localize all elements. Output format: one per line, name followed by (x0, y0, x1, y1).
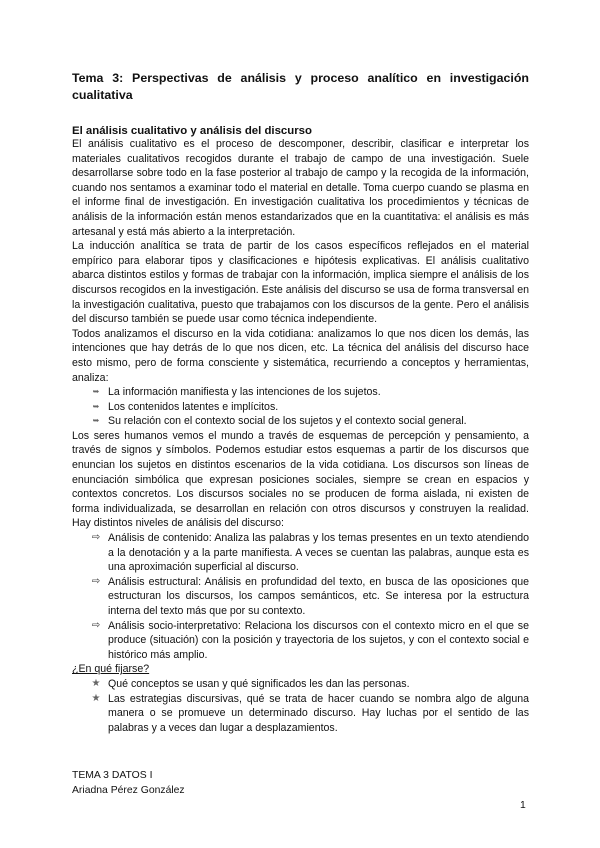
arrow-bullet-icon: ➥ (92, 401, 100, 411)
question-heading: ¿En qué fijarse? (72, 663, 150, 676)
footer-course: TEMA 3 DATOS I (72, 770, 153, 781)
double-arrow-icon: ⇨ (91, 619, 101, 631)
list-item: ⇨ Análisis socio-interpretativo: Relaciona los discursos con el contexto micro en el que se produce (situación) con la posición y trayectoria de los sujetos, y con el contexto social e histórico más amplio. (72, 619, 529, 663)
list-item: ⇨ Análisis de contenido: Analiza las palabras y los temas presentes en un texto atendiendo a la denotación y a la parte manifiesta. A veces se cuentan las palabras, aunque esta es una aproximación superficial al discurso. (72, 531, 529, 575)
levels-list (72, 531, 529, 662)
page-number: 1 (520, 800, 526, 811)
double-arrow-icon: ⇨ (91, 575, 101, 587)
paragraph-1: El análisis cualitativo es el proceso de descomponer, describir, clasificar e interpretar los materiales cualitativos recogidos durante el trabajo de campo de una investigación. Suele desarrollarse sobre todo en la fase posterior al trabajo de campo y la recogida de la información, cuando nos sentamos a examinar todo el material en detalle. Toma cuerpo cuando se plasma en el informe final de investigación. En investigación cualitativa los procedimientos y técnicas de análisis de la información están menos estandarizados que en la cuantitativa: el análisis es más artesanal y está más abierto a la interpretación. (72, 138, 529, 238)
document-body (72, 137, 529, 735)
paragraph-2: La inducción analítica se trata de partir de los casos específicos reflejados en el material empírico para elaborar tipos y clasificaciones e hipótesis explicativas. El análisis cualitativo abarca distintos estilos y formas de trabajar con la información, implica siempre el análisis de los discursos recogidos en la investigación. Este análisis del discurso se usa de forma transversal en la investigación cualitativa, puesto que trabajamos con los discursos de la gente. Pero el análisis del discurso también se puede usar como técnica independiente. (72, 240, 529, 326)
footer-author: Ariadna Pérez González (72, 784, 185, 796)
paragraph-3: Todos analizamos el discurso en la vida cotidiana: analizamos lo que nos dicen los demás, las intenciones que hay detrás de lo que nos dicen, etc. La técnica del análisis del discurso hace esto mismo, pero de forma consciente y sistemática, recurriendo a conceptos y herramientas, analiza: (72, 327, 529, 384)
question-list (72, 677, 529, 735)
star-icon: ★ (91, 692, 101, 704)
page-title: Tema 3: Perspectivas de análisis y proceso analítico en investigación cualitativa (72, 71, 529, 102)
section-heading: El análisis cualitativo y análisis del discurso (72, 125, 312, 137)
double-arrow-icon: ⇨ (91, 532, 101, 544)
paragraph-4: Los seres humanos vemos el mundo a través de esquemas de percepción y pensamiento, a través de signos y símbolos. Podemos estudiar estos esquemas a partir de los discursos que enuncian los sujetos en distintos escenarios de la vida cotidiana. Los discursos son líneas de enunciación simbólica que expresan posiciones sociales, siempre se crean en espacios y contextos concretos. Los discursos sociales no se producen de forma aislada, ni existen de forma individualizada, se desarrollan en relación con otros discursos y construyen la realidad. Hay distintos niveles de análisis del discurso: (72, 429, 529, 530)
list-item: ➥ Los contenidos latentes e implícitos. (72, 400, 529, 415)
list-item: ★ Qué conceptos se usan y qué significados les dan las personas. (72, 677, 529, 692)
list-item: ⇨ Análisis estructural: Análisis en profundidad del texto, en busca de las oposiciones que estructuran los discursos, los campos semánticos, etc. Se interesa por la estructura interna del texto más que por su contexto. (72, 575, 529, 619)
list-item: ➥ La información manifiesta y las intenciones de los sujetos. (72, 385, 529, 400)
arrow-bullet-icon: ➥ (92, 416, 100, 426)
arrow-bullet-icon: ➥ (92, 387, 100, 397)
page-footer (72, 769, 185, 798)
star-icon: ★ (91, 677, 101, 689)
analiza-list (72, 385, 529, 429)
list-item: ➥ Su relación con el contexto social de los sujetos y el contexto social general. (72, 414, 529, 429)
list-item: ★ Las estrategias discursivas, qué se trata de hacer cuando se nombra algo de alguna manera o se promueve un determinado discurso. Hay luchas por el sentido de las palabras y a veces dan lugar a desplazamientos. (72, 692, 529, 736)
